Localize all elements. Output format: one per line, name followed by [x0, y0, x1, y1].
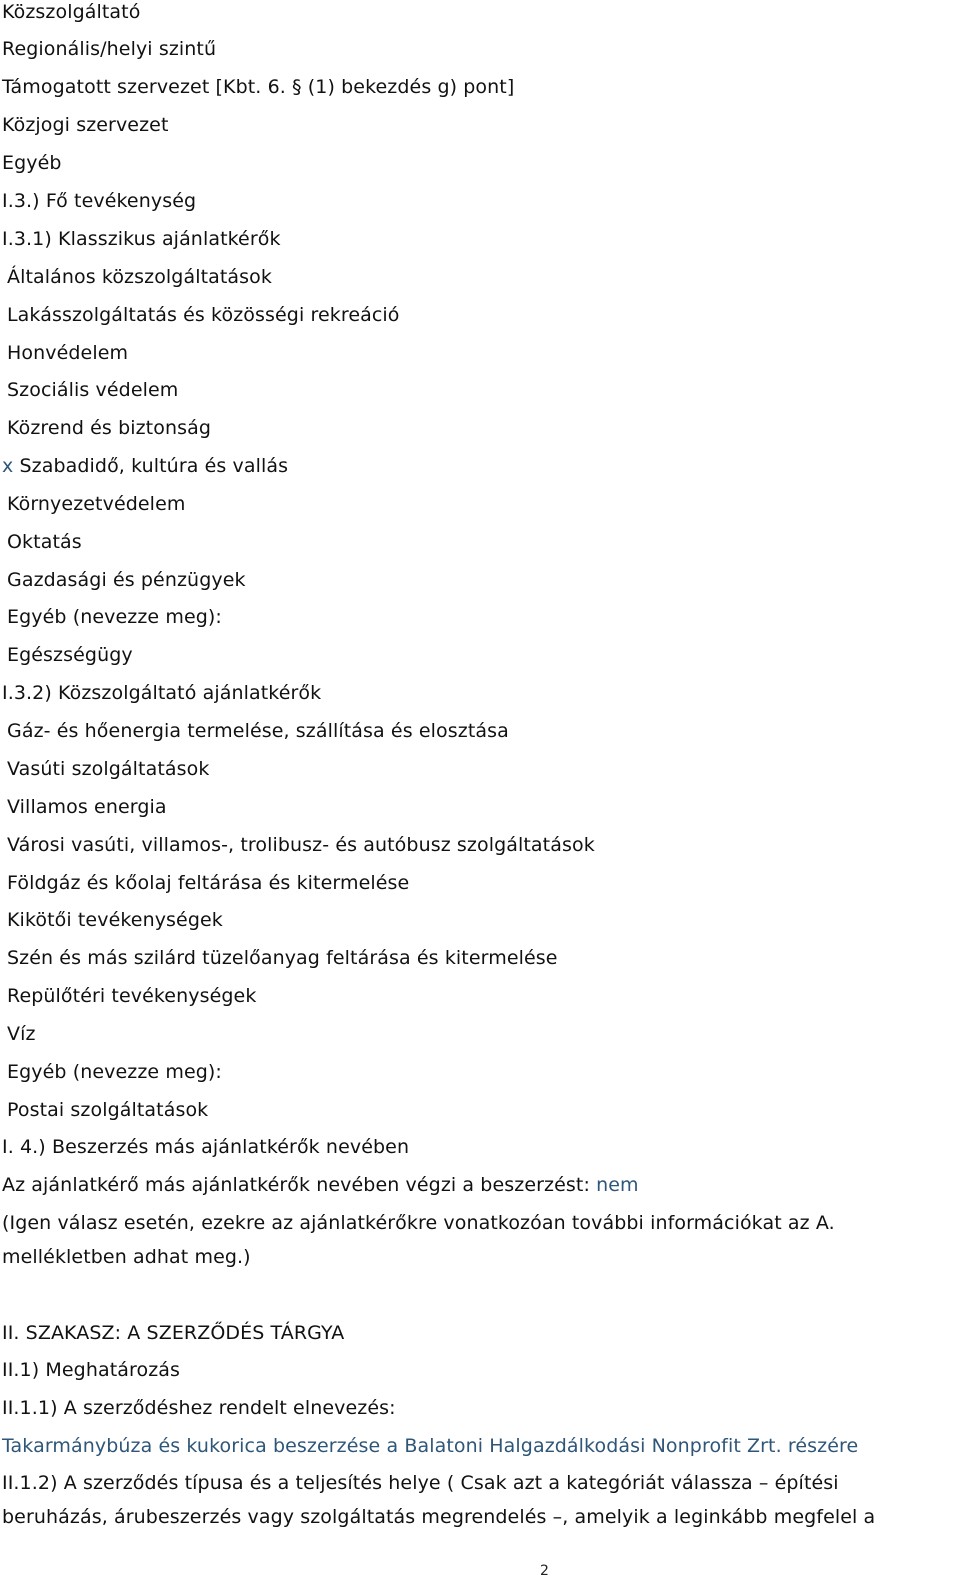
classic-heading: I.3.1) Klasszikus ajánlatkérők	[2, 228, 281, 250]
utility-item: Víz	[7, 1023, 36, 1045]
classic-item: Szociális védelem	[7, 379, 179, 401]
section-2-1-2-line-1: II.1.2) A szerződés típusa és a teljesítés helye ( Csak azt a kategóriát válassza – építési	[2, 1472, 839, 1494]
section-2-1-1-heading: II.1.1) A szerződéshez rendelt elnevezés:	[2, 1397, 396, 1419]
classic-item: Egészségügy	[7, 644, 133, 666]
procurement-question: Az ajánlatkérő más ajánlatkérők nevében végzi a beszerzést:	[2, 1174, 590, 1196]
utility-item: Városi vasúti, villamos-, trolibusz- és autóbusz szolgáltatások	[7, 834, 595, 856]
section-2-title: II. SZAKASZ: A SZERZŐDÉS TÁRGYA	[2, 1322, 345, 1344]
checked-mark: x	[2, 455, 14, 477]
utility-item: Egyéb (nevezze meg):	[7, 1061, 222, 1083]
classic-item: Oktatás	[7, 531, 82, 553]
org-type-regional: Regionális/helyi szintű	[2, 38, 217, 60]
procurement-question-line	[2, 1173, 639, 1197]
contract-name: Takarmánybúza és kukorica beszerzése a Balatoni Halgazdálkodási Nonprofit Zrt. részére	[2, 1435, 859, 1457]
classic-item: Lakásszolgáltatás és közösségi rekreáció	[7, 304, 400, 326]
utility-item: Villamos energia	[7, 796, 167, 818]
classic-item-checked	[2, 454, 288, 478]
utility-item: Gáz- és hőenergia termelése, szállítása és elosztása	[7, 720, 509, 742]
org-type-supported: Támogatott szervezet [Kbt. 6. § (1) bekezdés g) pont]	[2, 76, 515, 98]
utility-item: Kikötői tevékenységek	[7, 909, 223, 931]
classic-item: Általános közszolgáltatások	[7, 266, 272, 288]
org-type-public-law: Közjogi szervezet	[2, 114, 169, 136]
procurement-heading: I. 4.) Beszerzés más ajánlatkérők nevében	[2, 1136, 410, 1158]
classic-item: Közrend és biztonság	[7, 417, 211, 439]
section-2-1-heading: II.1) Meghatározás	[2, 1359, 181, 1381]
procurement-note-1: (Igen válasz esetén, ezekre az ajánlatkérőkre vonatkozóan további információkat az A.	[2, 1212, 835, 1234]
section-2-1-2-line-2: beruházás, árubeszerzés vagy szolgáltatás megrendelés –, amelyik a leginkább megfelel a	[2, 1506, 876, 1528]
procurement-answer: nem	[596, 1174, 639, 1196]
classic-item: Környezetvédelem	[7, 493, 186, 515]
utility-item: Szén és más szilárd tüzelőanyag feltárása és kitermelése	[7, 947, 558, 969]
main-activity-heading: I.3.) Fő tevékenység	[2, 190, 197, 212]
utility-heading: I.3.2) Közszolgáltató ajánlatkérők	[2, 682, 322, 704]
procurement-note-2: mellékletben adhat meg.)	[2, 1246, 251, 1268]
page-number: 2	[540, 1563, 549, 1579]
classic-item-label: Szabadidő, kultúra és vallás	[19, 455, 289, 477]
classic-item: Gazdasági és pénzügyek	[7, 569, 246, 591]
utility-item: Vasúti szolgáltatások	[7, 758, 210, 780]
classic-item: Egyéb (nevezze meg):	[7, 606, 222, 628]
utility-item: Postai szolgáltatások	[7, 1099, 209, 1121]
org-type-public-service: Közszolgáltató	[2, 1, 141, 23]
utility-item: Földgáz és kőolaj feltárása és kitermelése	[7, 872, 410, 894]
org-type-other: Egyéb	[2, 152, 62, 174]
classic-item: Honvédelem	[7, 342, 129, 364]
utility-item: Repülőtéri tevékenységek	[7, 985, 257, 1007]
